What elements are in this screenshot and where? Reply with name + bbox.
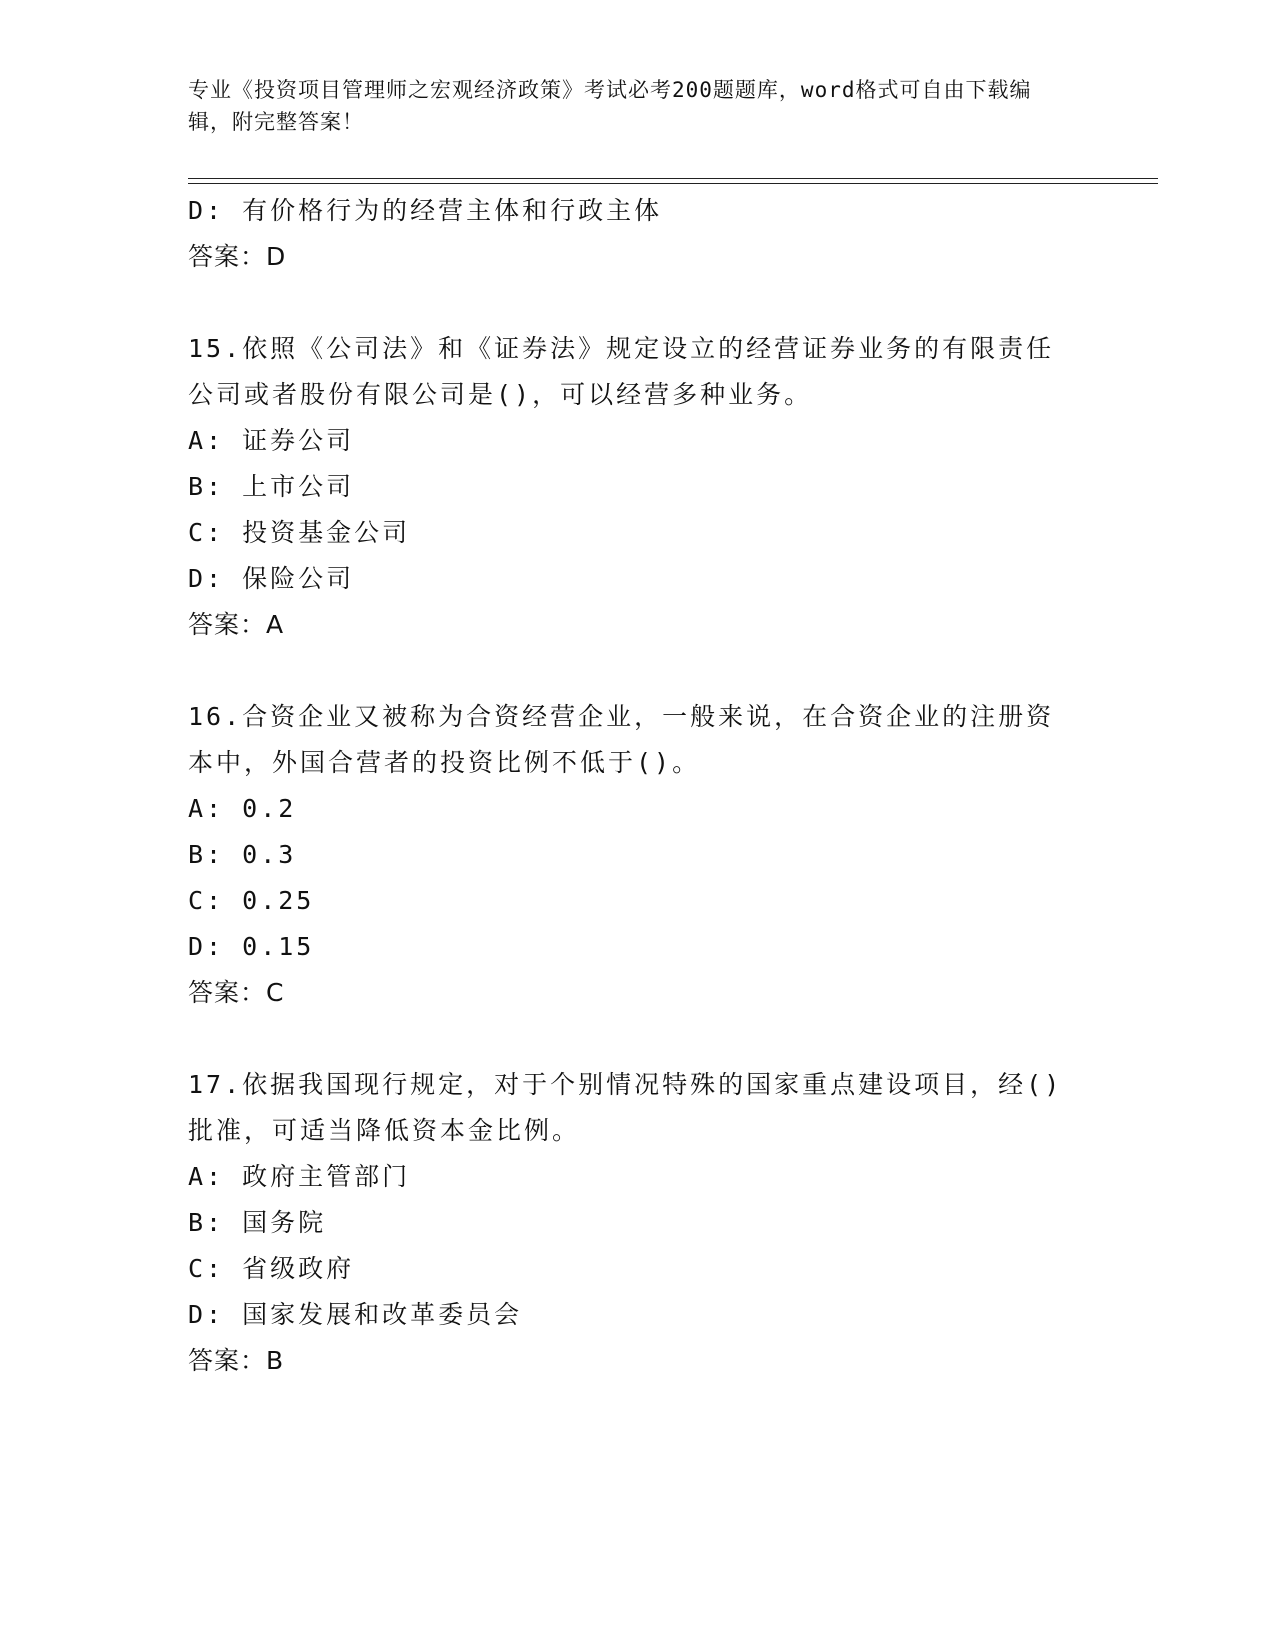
question-stem: 16.合资企业又被称为合资经营企业，一般来说，在合资企业的注册资本中，外国合营者的投资比例不低于()。	[188, 702, 1055, 777]
option-d: D: 0.15	[188, 932, 315, 961]
answer: 答案：C	[188, 978, 285, 1007]
header-divider-top	[188, 178, 1158, 179]
option-c: C: 投资基金公司	[188, 518, 411, 547]
prev-answer: 答案：D	[188, 242, 287, 271]
header-divider-bottom	[188, 183, 1158, 184]
question-16	[188, 694, 1088, 1016]
question-stem: 15.依照《公司法》和《证券法》规定设立的经营证券业务的有限责任公司或者股份有限公司是()，可以经营多种业务。	[188, 334, 1055, 409]
prev-option-d: D: 有价格行为的经营主体和行政主体	[188, 196, 663, 225]
option-a: A: 证券公司	[188, 426, 355, 455]
question-17	[188, 1062, 1088, 1384]
option-a: A: 政府主管部门	[188, 1162, 411, 1191]
answer: 答案：B	[188, 1346, 285, 1375]
header-text: 专业《投资项目管理师之宏观经济政策》考试必考200题题库，word格式可自由下载编辑，附完整答案！	[188, 78, 1032, 134]
question-stem: 17.依据我国现行规定，对于个别情况特殊的国家重点建设项目，经()批准，可适当降低资本金比例。	[188, 1070, 1063, 1145]
option-b: B: 国务院	[188, 1208, 327, 1237]
option-b: B: 0.3	[188, 840, 297, 869]
option-c: C: 0.25	[188, 886, 315, 915]
option-a: A: 0.2	[188, 794, 297, 823]
option-d: D: 国家发展和改革委员会	[188, 1300, 523, 1329]
question-list	[188, 188, 1088, 1384]
option-c: C: 省级政府	[188, 1254, 355, 1283]
document-header	[188, 74, 1068, 138]
answer: 答案：A	[188, 610, 285, 639]
option-b: B: 上市公司	[188, 472, 355, 501]
option-d: D: 保险公司	[188, 564, 355, 593]
question-15	[188, 326, 1088, 648]
